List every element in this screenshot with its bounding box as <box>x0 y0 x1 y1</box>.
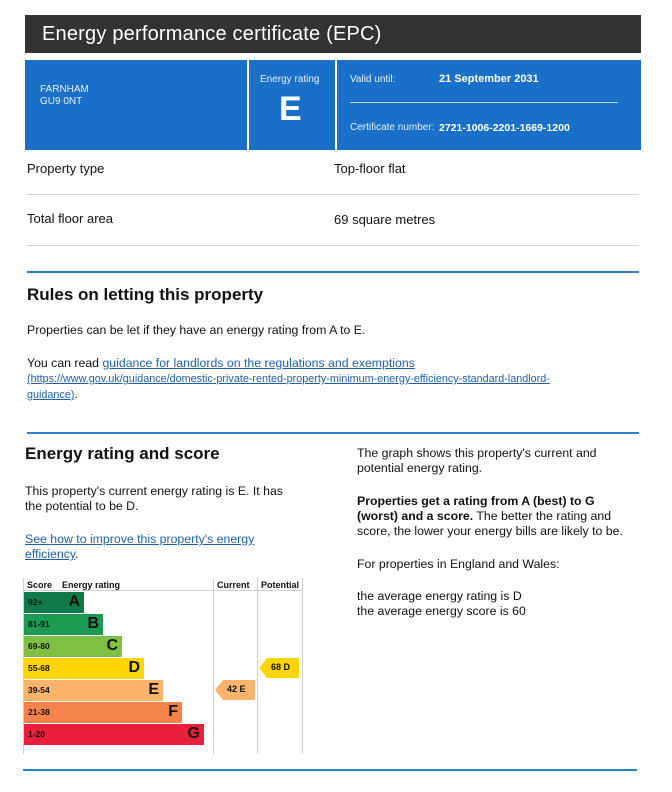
chart-header-rule <box>23 590 303 591</box>
divider <box>335 60 337 150</box>
band-letter: A <box>68 593 80 610</box>
improve-efficiency-link[interactable]: See how to improve this property's energy <box>25 532 255 546</box>
rating-explanation-text: The better the rating and <box>473 509 612 523</box>
letting-heading: Rules on letting this property <box>27 285 264 304</box>
property-type-label: Property type <box>27 161 105 176</box>
chart-header-rating: Energy rating <box>62 580 121 590</box>
rating-band-c <box>24 636 122 657</box>
energy-rating-label: Energy rating <box>260 74 320 85</box>
floor-area-value: 69 square metres <box>334 212 436 227</box>
rating-explanation-bold: (worst) and a score. <box>357 509 474 523</box>
band-score-range: 1-20 <box>28 729 46 739</box>
section-divider <box>23 769 637 771</box>
improve-efficiency-link-cont[interactable]: efficiency <box>25 547 76 561</box>
summary-panel <box>25 60 641 150</box>
current-rating-arrow <box>215 680 255 700</box>
rating-explanation-text: score, the lower your energy bills are likely to be. <box>357 524 623 538</box>
rating-band-d <box>24 658 144 679</box>
chart-header-current: Current <box>217 580 250 590</box>
band-letter: C <box>106 637 118 654</box>
floor-area-label: Total floor area <box>27 211 113 226</box>
rating-band-a <box>24 592 84 613</box>
certificate-number-label: Certificate number: <box>350 122 435 133</box>
section-divider <box>27 432 639 434</box>
score-heading: Energy rating and score <box>25 444 220 463</box>
property-type-value: Top-floor flat <box>334 161 406 176</box>
landlord-guidance-url[interactable]: (https://www.gov.uk/guidance/domestic-private-rented-property-minimum-energy-efficiency-standard-landlord- <box>27 373 550 385</box>
graph-text-line: The graph shows this property's current and <box>357 446 597 460</box>
section-divider <box>27 271 639 273</box>
divider <box>27 245 639 246</box>
rating-band-f <box>24 702 182 723</box>
current-rating-arrow-label: 42 E <box>227 684 246 694</box>
chart-header-potential: Potential <box>261 580 300 590</box>
rating-explanation <box>357 494 647 539</box>
address-line-2: GU9 0NT <box>40 96 83 107</box>
guidance-suffix: . <box>74 387 78 401</box>
average-rating-text: the average energy rating is D <box>357 589 522 603</box>
improve-suffix: . <box>75 547 79 561</box>
rating-explanation-bold: Properties get a rating from A (best) to G <box>357 494 595 508</box>
letting-paragraph: Properties can be let if they have an energy rating from A to E. <box>27 323 366 337</box>
energy-rating-value: E <box>279 90 302 128</box>
rating-band-b <box>24 614 103 635</box>
guidance-prefix: You can read <box>27 356 103 370</box>
guidance-paragraph <box>27 356 627 403</box>
rating-band-g <box>24 724 204 745</box>
band-score-range: 55-68 <box>28 663 50 673</box>
chart-column-divider <box>213 578 214 754</box>
chart-column-divider <box>257 578 258 754</box>
band-letter: G <box>187 725 200 742</box>
valid-until-date: 21 September 2031 <box>439 73 539 85</box>
graph-text-line: potential energy rating. <box>357 461 483 475</box>
band-letter: B <box>87 615 99 632</box>
chart-border <box>302 578 303 754</box>
valid-until-label: Valid until: <box>350 74 396 85</box>
average-score-text: the average energy score is 60 <box>357 604 526 618</box>
divider <box>350 102 618 103</box>
page-title: Energy performance certificate (EPC) <box>25 15 641 53</box>
graph-explanation <box>357 446 647 476</box>
potential-rating-arrow <box>259 658 299 678</box>
band-score-range: 21-38 <box>28 707 50 717</box>
current-rating-line: This property's current energy rating is E. It has <box>25 484 283 498</box>
band-score-range: 81-91 <box>28 619 50 629</box>
potential-rating-arrow-label: 68 D <box>271 662 291 672</box>
current-rating-line: the potential to be D. <box>25 499 139 513</box>
england-wales-text: For properties in England and Wales: <box>357 557 560 571</box>
certificate-number: 2721-1006-2201-1669-1200 <box>439 122 570 134</box>
energy-rating-chart <box>23 578 303 754</box>
band-letter: E <box>148 681 159 698</box>
band-letter: F <box>168 703 178 720</box>
divider <box>27 194 639 195</box>
divider <box>247 60 249 150</box>
band-score-range: 69-80 <box>28 641 50 651</box>
landlord-guidance-link[interactable]: guidance for landlords on the regulations and exemptions <box>102 356 415 370</box>
chart-header-score: Score <box>27 580 53 590</box>
improve-text <box>25 532 325 562</box>
landlord-guidance-url-cont[interactable]: guidance) <box>27 389 75 401</box>
rating-band-e <box>24 680 163 701</box>
band-score-range: 39-54 <box>28 685 50 695</box>
address-line-1: FARNHAM <box>40 84 89 95</box>
band-score-range: 92+ <box>28 597 43 607</box>
current-rating-text <box>25 484 325 514</box>
band-letter: D <box>128 659 140 676</box>
